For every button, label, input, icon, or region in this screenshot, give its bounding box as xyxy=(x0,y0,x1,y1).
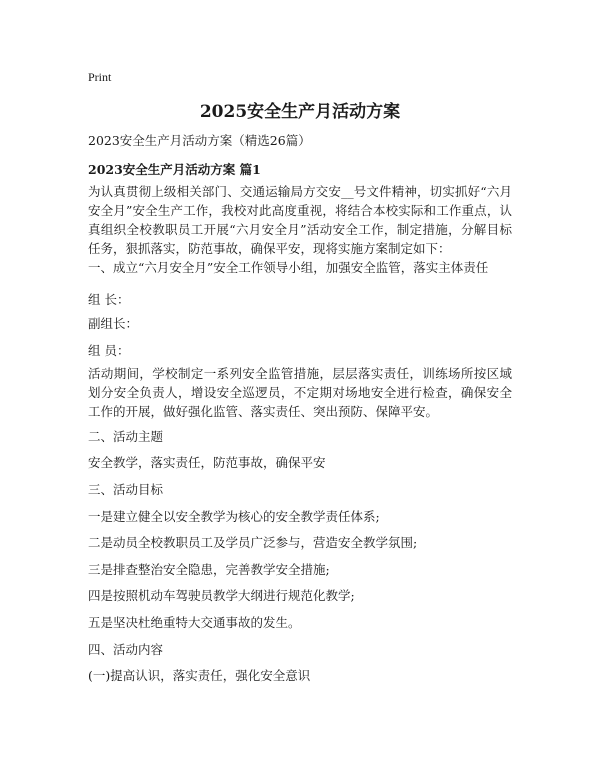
content-item-1: (一)提高认识，落实责任，强化安全意识 xyxy=(88,668,311,683)
print-label: Print xyxy=(88,70,112,84)
heading-activity-goals: 三、活动目标 xyxy=(88,482,164,497)
document-subtitle: 2023安全生产月活动方案（精选26篇） xyxy=(88,133,311,148)
heading-activity-content: 四、活动内容 xyxy=(88,642,164,657)
heading-leadership-group: 一、成立“六月安全月”安全工作领导小组，加强安全监管，落实主体责任 xyxy=(88,260,489,275)
document-title: 2025安全生产月活动方案 xyxy=(199,102,401,122)
heading-activity-theme: 二、活动主题 xyxy=(88,429,164,444)
team-members-line: 组 员： xyxy=(88,343,130,358)
team-leader-line: 组 长： xyxy=(88,292,130,307)
section-heading: 2023安全生产月活动方案 篇1 xyxy=(88,162,261,177)
goal-2: 二是动员全校教职员工及学员广泛参与，营造安全教学氛围; xyxy=(88,535,418,550)
deputy-leader-line: 副组长： xyxy=(88,316,139,331)
goal-4: 四是按照机动车驾驶员教学大纲进行规范化教学; xyxy=(88,588,355,603)
goal-5: 五是坚决杜绝重特大交通事故的发生。 xyxy=(88,615,301,630)
intro-paragraph: 为认真贯彻上级相关部门、交通运输局方交安__号文件精神，切实抓好“六月安全月”安全生产工作，我校对此高度重视，将结合本校实际和工作重点，认真组织全校教职员工开展“六月安全月”活动安全工作，制定措施，分解目标任务，狠抓落实，防范事故，确保平安，现将实施方案制定如下： xyxy=(88,184,512,256)
goal-1: 一是建立健全以安全教学为核心的安全教学责任体系; xyxy=(88,509,380,524)
activity-period-paragraph: 活动期间，学校制定一系列安全监管措施，层层落实责任，训练场所按区域划分安全负责人，增设安全巡逻员，不定期对场地安全进行检查，确保安全工作的开展，做好强化监管、落实责任、突出预防、保障平安。 xyxy=(88,366,512,419)
activity-theme-text: 安全教学，落实责任，防范事故，确保平安 xyxy=(88,455,326,470)
goal-3: 三是排查整治安全隐患，完善教学安全措施; xyxy=(88,562,330,577)
